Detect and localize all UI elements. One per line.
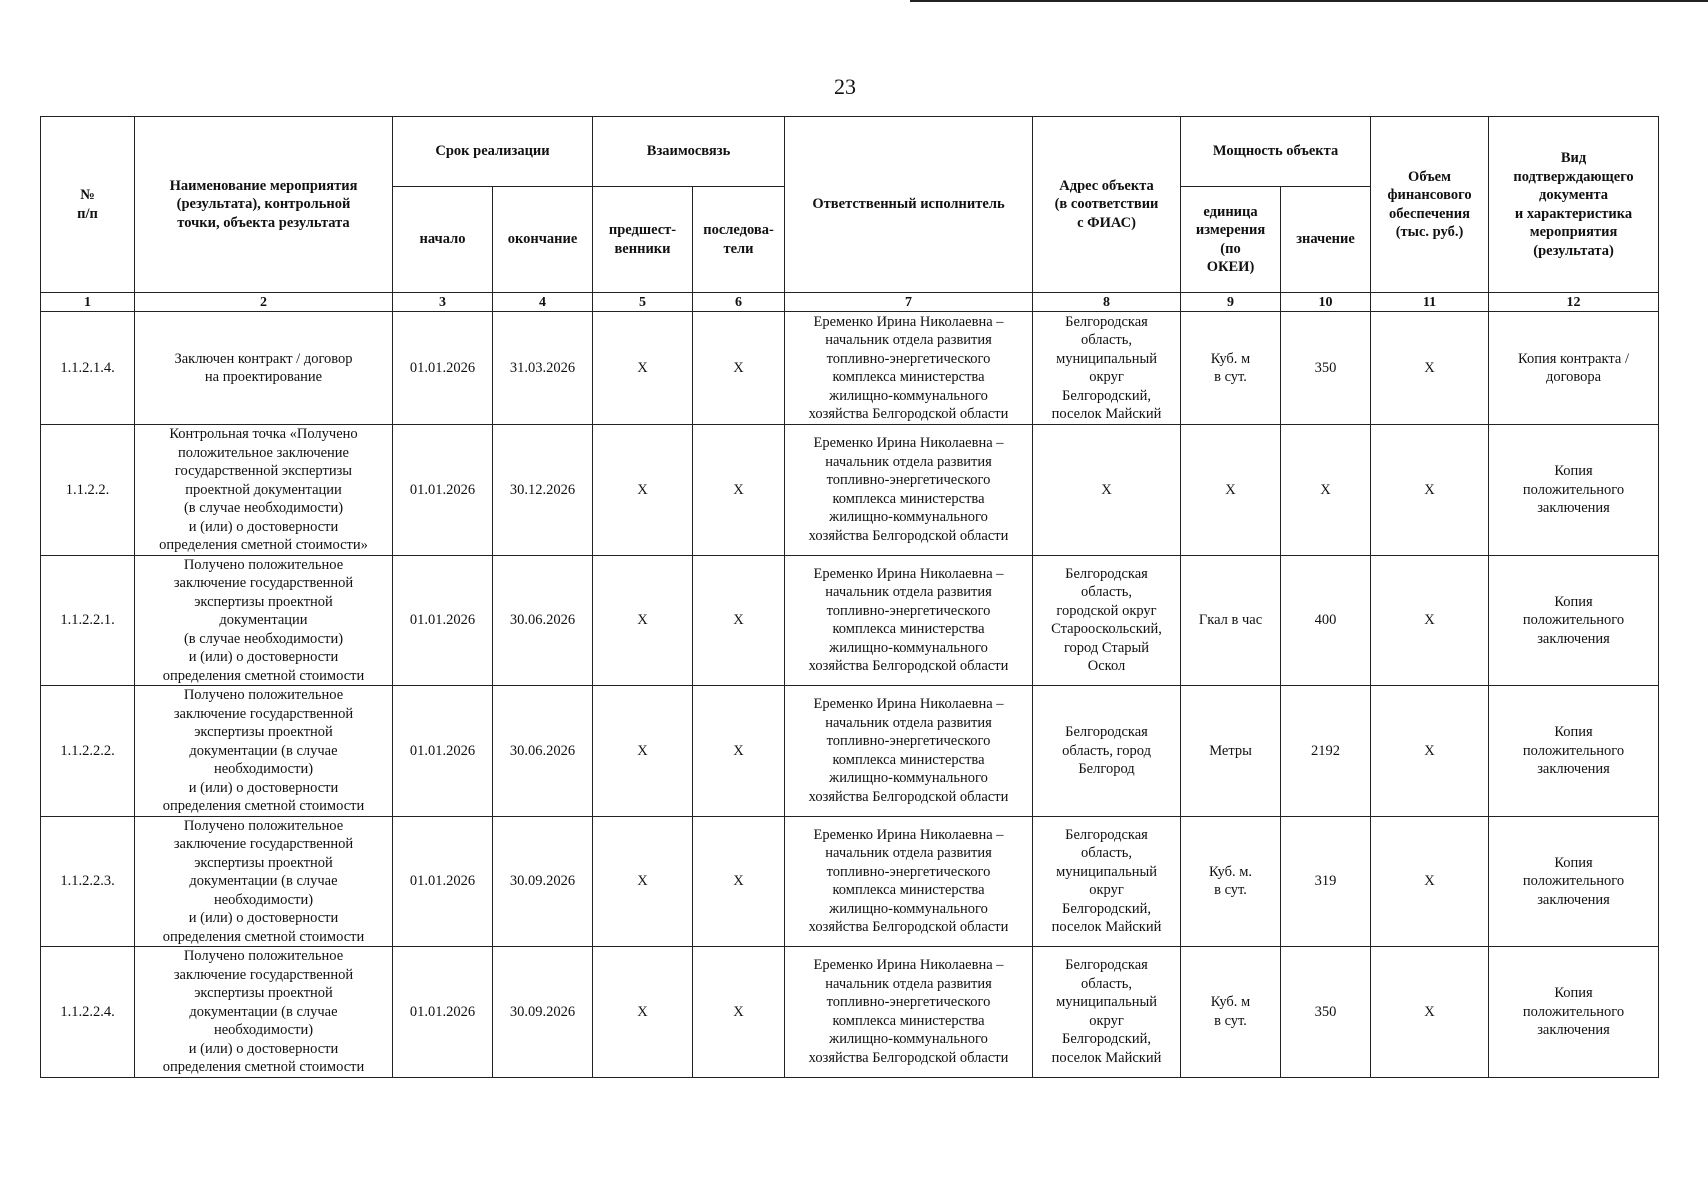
cell-address: Белгородская область, город Белгород <box>1033 686 1181 817</box>
column-number: 2 <box>135 293 393 312</box>
cell-predecessors: X <box>593 816 693 947</box>
cell-address: Белгородская область, городской округ Старооскольский, город Старый Оскол <box>1033 555 1181 686</box>
cell-finance: X <box>1371 425 1489 556</box>
cell-finance: X <box>1371 686 1489 817</box>
cell-predecessors: X <box>593 555 693 686</box>
column-number: 6 <box>693 293 785 312</box>
cell-predecessors: X <box>593 425 693 556</box>
cell-unit: Куб. м в сут. <box>1181 947 1281 1078</box>
cell-value: 2192 <box>1281 686 1371 817</box>
events-table <box>40 116 1659 1078</box>
header-start: начало <box>393 187 493 293</box>
header-value: значение <box>1281 187 1371 293</box>
cell-document: Копия положительного заключения <box>1489 555 1659 686</box>
header-successors: последова- тели <box>693 187 785 293</box>
column-number: 11 <box>1371 293 1489 312</box>
table-row <box>41 947 1659 1078</box>
table-row <box>41 425 1659 556</box>
cell-number: 1.1.2.2. <box>41 425 135 556</box>
cell-executor: Еременко Ирина Николаевна – начальник отдела развития топливно-энергетического комплекса министерства жилищно-коммунального хозяйства Белгородской области <box>785 555 1033 686</box>
cell-successors: X <box>693 816 785 947</box>
cell-start: 01.01.2026 <box>393 555 493 686</box>
cell-start: 01.01.2026 <box>393 947 493 1078</box>
cell-document: Копия положительного заключения <box>1489 816 1659 947</box>
cell-document: Копия положительного заключения <box>1489 947 1659 1078</box>
cell-name: Получено положительное заключение государственной экспертизы проектной документации (в случае необходимости) и (или) о достоверности определения сметной стоимости <box>135 816 393 947</box>
header-number: № п/п <box>41 117 135 293</box>
cell-name: Контрольная точка «Получено положительное заключение государственной экспертизы проектной документации (в случае необходимости) и (или) о достоверности определения сметной стоимости» <box>135 425 393 556</box>
cell-start: 01.01.2026 <box>393 425 493 556</box>
cell-end: 30.12.2026 <box>493 425 593 556</box>
page-number: 23 <box>834 74 856 99</box>
cell-value: 350 <box>1281 312 1371 425</box>
column-number: 12 <box>1489 293 1659 312</box>
cell-name: Получено положительное заключение государственной экспертизы проектной документации (в случае необходимости) и (или) о достоверности определения сметной стоимости <box>135 947 393 1078</box>
header-name: Наименование мероприятия (результата), контрольной точки, объекта результата <box>135 117 393 293</box>
header-unit: единица измерения (по ОКЕИ) <box>1181 187 1281 293</box>
header-capacity: Мощность объекта <box>1181 117 1371 187</box>
header-executor: Ответственный исполнитель <box>785 117 1033 293</box>
cell-finance: X <box>1371 312 1489 425</box>
header-predecessors: предшест- венники <box>593 187 693 293</box>
cell-address: X <box>1033 425 1181 556</box>
cell-number: 1.1.2.1.4. <box>41 312 135 425</box>
cell-name: Получено положительное заключение государственной экспертизы проектной документации (в случае необходимости) и (или) о достоверности определения сметной стоимости <box>135 686 393 817</box>
column-number: 4 <box>493 293 593 312</box>
header-end: окончание <box>493 187 593 293</box>
header-period: Срок реализации <box>393 117 593 187</box>
column-number: 1 <box>41 293 135 312</box>
column-number: 3 <box>393 293 493 312</box>
cell-start: 01.01.2026 <box>393 816 493 947</box>
cell-value: 350 <box>1281 947 1371 1078</box>
cell-number: 1.1.2.2.3. <box>41 816 135 947</box>
column-number: 10 <box>1281 293 1371 312</box>
cell-successors: X <box>693 686 785 817</box>
column-number: 8 <box>1033 293 1181 312</box>
cell-unit: Метры <box>1181 686 1281 817</box>
cell-successors: X <box>693 312 785 425</box>
cell-unit: Куб. м в сут. <box>1181 312 1281 425</box>
cell-start: 01.01.2026 <box>393 686 493 817</box>
table-row <box>41 312 1659 425</box>
cell-address: Белгородская область, муниципальный округ Белгородский, поселок Майский <box>1033 816 1181 947</box>
cell-address: Белгородская область, муниципальный округ Белгородский, поселок Майский <box>1033 947 1181 1078</box>
cell-executor: Еременко Ирина Николаевна – начальник отдела развития топливно-энергетического комплекса министерства жилищно-коммунального хозяйства Белгородской области <box>785 686 1033 817</box>
column-number: 9 <box>1181 293 1281 312</box>
cell-executor: Еременко Ирина Николаевна – начальник отдела развития топливно-энергетического комплекса министерства жилищно-коммунального хозяйства Белгородской области <box>785 425 1033 556</box>
cell-address: Белгородская область, муниципальный округ Белгородский, поселок Майский <box>1033 312 1181 425</box>
cell-successors: X <box>693 425 785 556</box>
cell-predecessors: X <box>593 686 693 817</box>
header-address: Адрес объекта (в соответствии с ФИАС) <box>1033 117 1181 293</box>
cell-unit: Гкал в час <box>1181 555 1281 686</box>
cell-document: Копия контракта / договора <box>1489 312 1659 425</box>
cell-end: 30.06.2026 <box>493 555 593 686</box>
cell-predecessors: X <box>593 312 693 425</box>
cell-document: Копия положительного заключения <box>1489 686 1659 817</box>
cell-number: 1.1.2.2.4. <box>41 947 135 1078</box>
table-row <box>41 816 1659 947</box>
header-finance: Объем финансового обеспечения (тыс. руб.) <box>1371 117 1489 293</box>
cell-number: 1.1.2.2.2. <box>41 686 135 817</box>
cell-number: 1.1.2.2.1. <box>41 555 135 686</box>
cell-name: Заключен контракт / договор на проектирование <box>135 312 393 425</box>
cell-finance: X <box>1371 555 1489 686</box>
table-row <box>41 686 1659 817</box>
header-document: Вид подтверждающего документа и характеристика мероприятия (результата) <box>1489 117 1659 293</box>
cell-start: 01.01.2026 <box>393 312 493 425</box>
cell-value: X <box>1281 425 1371 556</box>
cell-executor: Еременко Ирина Николаевна – начальник отдела развития топливно-энергетического комплекса министерства жилищно-коммунального хозяйства Белгородской области <box>785 816 1033 947</box>
cell-successors: X <box>693 947 785 1078</box>
cell-document: Копия положительного заключения <box>1489 425 1659 556</box>
cell-executor: Еременко Ирина Николаевна – начальник отдела развития топливно-энергетического комплекса министерства жилищно-коммунального хозяйства Белгородской области <box>785 312 1033 425</box>
cell-executor: Еременко Ирина Николаевна – начальник отдела развития топливно-энергетического комплекса министерства жилищно-коммунального хозяйства Белгородской области <box>785 947 1033 1078</box>
cell-end: 30.09.2026 <box>493 947 593 1078</box>
cell-value: 319 <box>1281 816 1371 947</box>
cell-finance: X <box>1371 947 1489 1078</box>
cell-name: Получено положительное заключение государственной экспертизы проектной документации (в случае необходимости) и (или) о достоверности определения сметной стоимости <box>135 555 393 686</box>
table-row <box>41 555 1659 686</box>
cell-successors: X <box>693 555 785 686</box>
cell-finance: X <box>1371 816 1489 947</box>
cell-predecessors: X <box>593 947 693 1078</box>
cell-unit: Куб. м. в сут. <box>1181 816 1281 947</box>
cell-end: 31.03.2026 <box>493 312 593 425</box>
column-number: 5 <box>593 293 693 312</box>
top-rule <box>910 0 1708 2</box>
cell-end: 30.06.2026 <box>493 686 593 817</box>
cell-unit: X <box>1181 425 1281 556</box>
cell-end: 30.09.2026 <box>493 816 593 947</box>
cell-value: 400 <box>1281 555 1371 686</box>
column-number: 7 <box>785 293 1033 312</box>
header-link: Взаимосвязь <box>593 117 785 187</box>
